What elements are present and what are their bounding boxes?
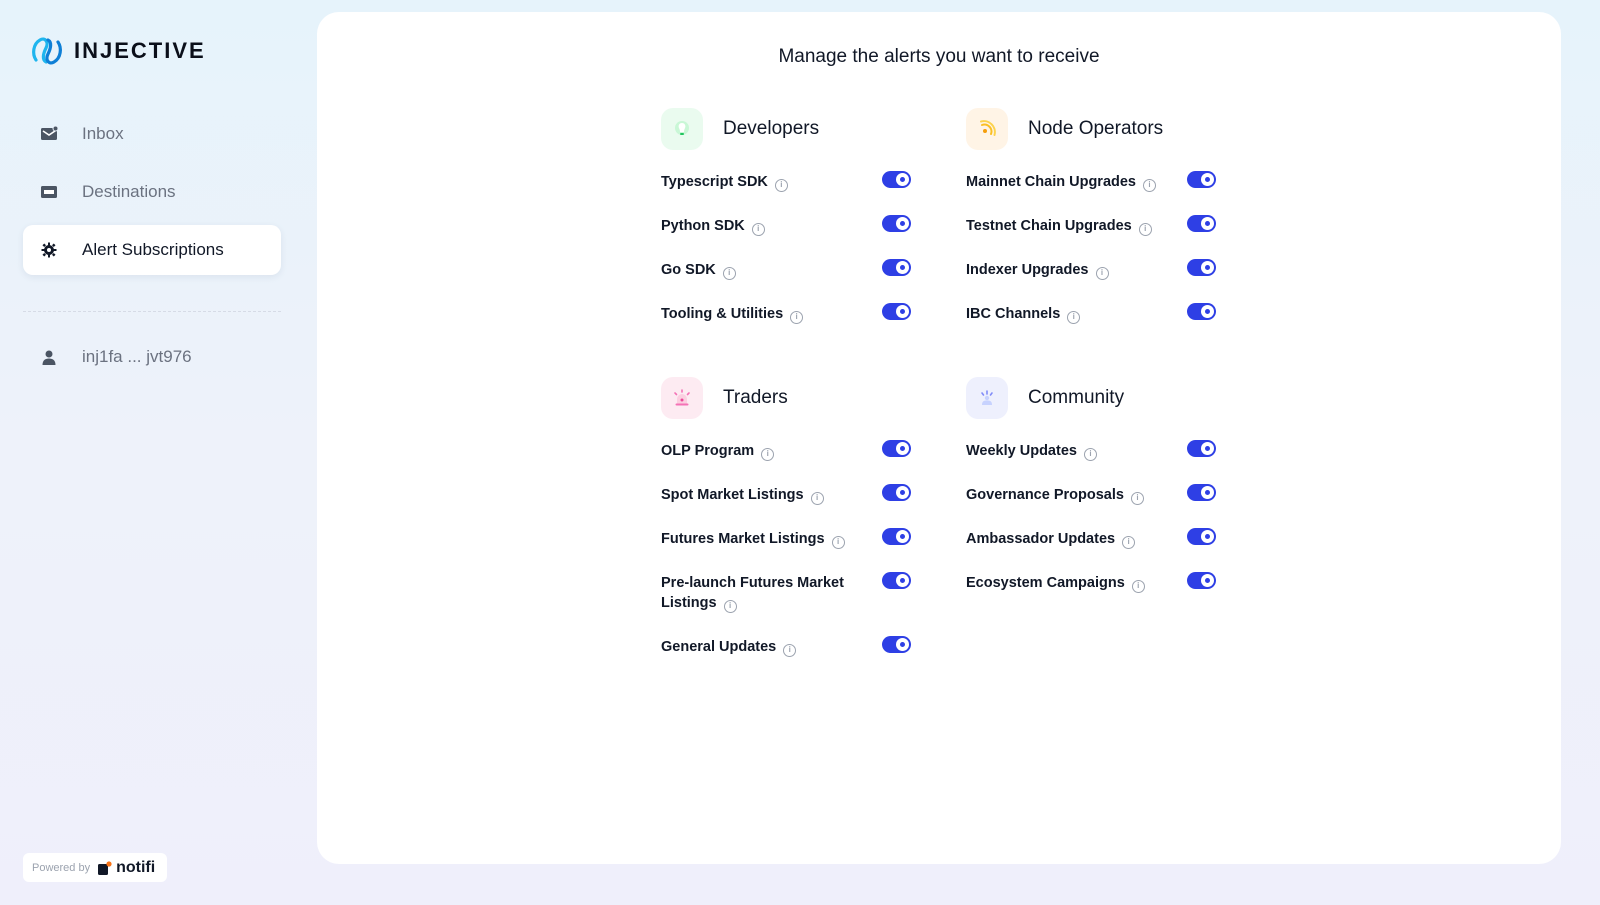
sidebar — [0, 0, 310, 905]
group-title: Developers — [723, 118, 820, 139]
alert-row — [661, 572, 911, 636]
info-icon[interactable]: i — [1131, 492, 1144, 505]
info-icon[interactable]: i — [723, 267, 736, 280]
group-title: Node Operators — [1028, 118, 1164, 139]
alert-row — [661, 171, 911, 215]
people-icon — [966, 377, 1008, 419]
alert-row — [966, 572, 1216, 616]
alert-label — [966, 572, 1166, 593]
alert-row — [661, 303, 911, 347]
alert-row — [661, 484, 911, 528]
alert-label-text: OLP Program — [661, 443, 755, 459]
powered-by-badge[interactable] — [23, 853, 167, 882]
group-title: Traders — [723, 387, 788, 408]
group-community — [966, 377, 1216, 616]
alert-label — [661, 440, 861, 461]
alert-toggle[interactable] — [1187, 484, 1216, 501]
toggle-knob — [896, 574, 909, 587]
toggle-knob — [1201, 442, 1214, 455]
toggle-knob — [896, 173, 909, 186]
sidebar-item-label: Inbox — [82, 124, 124, 143]
alert-label — [966, 215, 1166, 236]
info-icon[interactable]: i — [1067, 311, 1080, 324]
group-header — [966, 108, 1216, 150]
sidebar-item-label: Alert Subscriptions — [82, 240, 224, 259]
toggle-knob — [896, 486, 909, 499]
siren-icon — [661, 377, 703, 419]
alert-label — [966, 440, 1166, 461]
alert-label-text: Tooling & Utilities — [661, 306, 784, 322]
group-developers — [661, 108, 911, 347]
alert-row — [966, 215, 1216, 259]
alert-label — [661, 215, 861, 236]
toggle-knob — [1201, 530, 1214, 543]
sidebar-item-alert-subscriptions[interactable] — [23, 225, 281, 275]
toggle-knob — [1201, 574, 1214, 587]
alert-label-text: IBC Channels — [966, 306, 1061, 322]
toggle-knob — [896, 638, 909, 651]
alert-label-text: Pre-launch Futures Market Listings — [661, 575, 844, 611]
alert-label — [966, 171, 1166, 192]
alert-toggle[interactable] — [882, 484, 911, 501]
toggle-knob — [1201, 217, 1214, 230]
notifi-logo-icon — [98, 861, 112, 875]
alert-toggle[interactable] — [1187, 215, 1216, 232]
alert-row — [966, 303, 1216, 347]
alert-toggle[interactable] — [882, 303, 911, 320]
destinations-icon — [40, 183, 58, 201]
group-header — [661, 377, 911, 419]
alert-label — [661, 171, 861, 192]
group-header — [661, 108, 911, 150]
alert-label-text: Python SDK — [661, 218, 745, 234]
sidebar-item-label: Destinations — [82, 182, 176, 201]
alert-label — [661, 572, 861, 613]
info-icon[interactable]: i — [790, 311, 803, 324]
alert-label-text: Weekly Updates — [966, 443, 1077, 459]
alert-toggle[interactable] — [882, 440, 911, 457]
alert-label-text: Ambassador Updates — [966, 531, 1116, 547]
info-icon[interactable]: i — [1143, 179, 1156, 192]
alert-label — [966, 303, 1166, 324]
info-icon[interactable]: i — [752, 223, 765, 236]
info-icon[interactable]: i — [724, 600, 737, 613]
info-icon[interactable]: i — [832, 536, 845, 549]
alert-toggle[interactable] — [1187, 303, 1216, 320]
alert-row — [966, 440, 1216, 484]
page-title: Manage the alerts you want to receive — [778, 46, 1100, 67]
alert-toggle[interactable] — [882, 259, 911, 276]
toggle-knob — [1201, 261, 1214, 274]
account-label: inj1fa ... jvt976 — [82, 347, 192, 366]
alert-toggle[interactable] — [1187, 259, 1216, 276]
alert-row — [966, 171, 1216, 215]
toggle-knob — [1201, 486, 1214, 499]
info-icon[interactable]: i — [761, 448, 774, 461]
info-icon[interactable]: i — [1132, 580, 1145, 593]
brand-name: INJECTIVE — [74, 38, 206, 63]
alert-label — [661, 636, 861, 657]
notifi-brand — [98, 859, 155, 877]
info-icon[interactable]: i — [775, 179, 788, 192]
bulb-icon — [661, 108, 703, 150]
alert-toggle[interactable] — [1187, 528, 1216, 545]
info-icon[interactable]: i — [1096, 267, 1109, 280]
injective-logo-icon — [30, 34, 64, 68]
toggle-knob — [896, 305, 909, 318]
user-icon — [40, 348, 58, 366]
alert-label-text: Futures Market Listings — [661, 531, 825, 547]
signal-icon — [966, 108, 1008, 150]
sidebar-item-destinations[interactable] — [23, 167, 281, 217]
toggle-knob — [1201, 305, 1214, 318]
alert-toggle[interactable] — [882, 215, 911, 232]
alert-row — [966, 259, 1216, 303]
toggle-knob — [1201, 173, 1214, 186]
alert-toggle[interactable] — [882, 528, 911, 545]
alert-label-text: Indexer Upgrades — [966, 262, 1089, 278]
powered-by-label: Powered by — [32, 861, 91, 874]
alert-label — [661, 303, 861, 324]
info-icon[interactable]: i — [1122, 536, 1135, 549]
alert-row — [661, 636, 911, 680]
sidebar-divider — [23, 311, 281, 312]
alert-label — [661, 259, 861, 280]
alert-label-text: Testnet Chain Upgrades — [966, 218, 1132, 234]
group-header — [966, 377, 1216, 419]
info-icon[interactable]: i — [1139, 223, 1152, 236]
alert-toggle[interactable] — [882, 572, 911, 589]
alert-toggle[interactable] — [882, 171, 911, 188]
alert-row — [966, 528, 1216, 572]
alert-subscriptions-panel — [317, 12, 1561, 864]
alert-label — [661, 484, 861, 505]
toggle-knob — [896, 530, 909, 543]
brand-logo[interactable] — [30, 34, 206, 68]
alert-row — [661, 528, 911, 572]
alert-row — [661, 259, 911, 303]
alert-label — [966, 484, 1166, 505]
notifi-brand-name: notifi — [116, 858, 156, 876]
alert-row — [661, 440, 911, 484]
alert-row — [966, 484, 1216, 528]
info-icon[interactable]: i — [783, 644, 796, 657]
alert-label — [661, 528, 861, 549]
group-node-operators — [966, 108, 1216, 347]
gear-icon — [40, 241, 58, 259]
info-icon[interactable]: i — [811, 492, 824, 505]
alert-label-text: Typescript SDK — [661, 174, 768, 190]
group-traders — [661, 377, 911, 680]
alert-toggle[interactable] — [1187, 440, 1216, 457]
alert-label — [966, 259, 1166, 280]
info-icon[interactable]: i — [1084, 448, 1097, 461]
toggle-knob — [896, 217, 909, 230]
inbox-icon — [40, 125, 58, 143]
sidebar-item-inbox[interactable] — [23, 109, 281, 159]
alert-toggle[interactable] — [882, 636, 911, 653]
alert-label-text: Governance Proposals — [966, 487, 1124, 503]
alert-toggle[interactable] — [1187, 572, 1216, 589]
group-title: Community — [1028, 387, 1125, 408]
alert-label-text: Mainnet Chain Upgrades — [966, 174, 1136, 190]
alert-label — [966, 528, 1166, 549]
toggle-knob — [896, 261, 909, 274]
account-item[interactable] — [23, 332, 281, 382]
alert-label-text: Ecosystem Campaigns — [966, 575, 1125, 591]
alert-label-text: Go SDK — [661, 262, 716, 278]
alert-row — [661, 215, 911, 259]
sidebar-nav — [23, 109, 281, 283]
toggle-knob — [896, 442, 909, 455]
alert-toggle[interactable] — [1187, 171, 1216, 188]
alert-label-text: Spot Market Listings — [661, 487, 804, 503]
alert-label-text: General Updates — [661, 639, 777, 655]
